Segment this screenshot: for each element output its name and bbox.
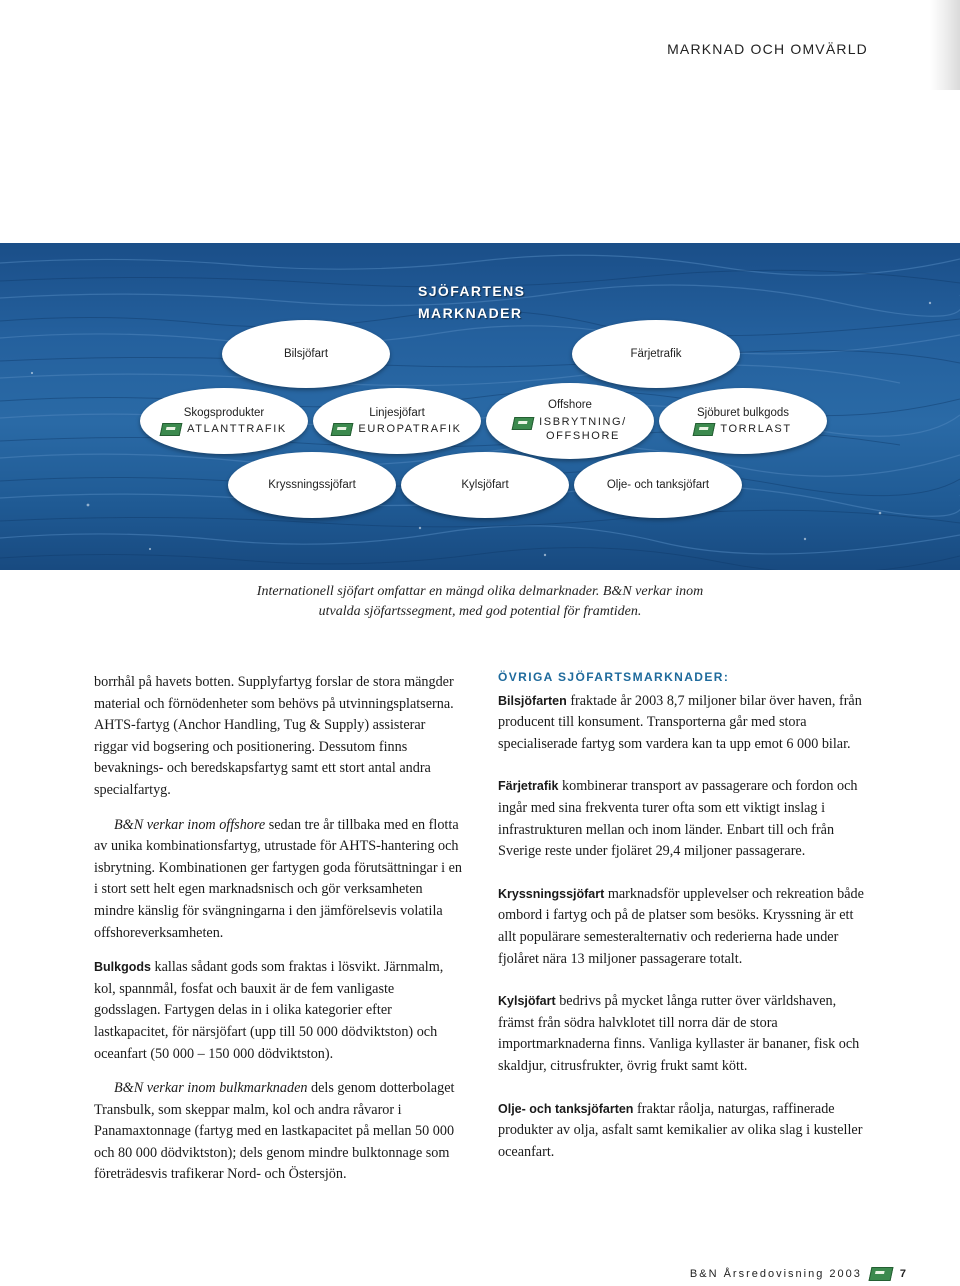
node-label: Kryssningssjöfart: [268, 479, 356, 491]
diagram-title-line1: SJÖFARTENS: [418, 283, 526, 299]
caption-line: utvalda sjöfartssegment, med god potential för framtiden.: [318, 604, 642, 619]
term: Olje- och tanksjöfarten: [498, 1101, 634, 1116]
bn-flag-icon: [868, 1267, 893, 1281]
node-olje-tanksjofart: [574, 452, 742, 518]
node-sub: [513, 415, 627, 443]
term: Kylsjöfart: [498, 994, 556, 1009]
paragraph-offshore-intro: borrhål på havets botten. Supplyfartyg forslar de stora mängder material och förnödenheter som behövs på utvinningsplatserna. AHTS-fartyg (Anchor Handling, Tug & Supply) assisterar riggar vid bogsering och positionering. Dessutom finns bevaknings- och beredskapsfartyg samt ett stort antal andra specialfartyg.: [94, 674, 454, 798]
node-sub: [694, 423, 791, 436]
caption-line: Internationell sjöfart omfattar en mängd olika delmarknader. B&N verkar inom: [256, 584, 704, 599]
diagram-title-line2: MARKNADER: [418, 305, 523, 321]
node-label: Offshore: [548, 399, 592, 411]
left-column: [94, 672, 462, 1186]
node-label: Olje- och tanksjöfart: [606, 479, 710, 491]
page-footer: [690, 1267, 908, 1281]
item-kylsjofart: Kylsjöfart bedrivs på mycket långa rutter över världshaven, främst från södra halvklotet till norra där de stora importmarknaderna finns. Vanliga kyllaster är bananer, fisk och skaldjur, citrusfrukter, övrig frukt samt kött.: [498, 993, 860, 1074]
paragraph-bn-offshore: B&N verkar inom offshore sedan tre år tillbaka med en flotta av unika kombinationsfartyg, utrustade för AHTS-hantering och isbrytning. Kombinationen ger fartygen goda förutsättningar i en i stort sett helt egen marknadsnisch och gör verksamheten mindre känslig för svängningarna i den jämförelsevis volatila offshoreverksamheten.: [94, 816, 462, 941]
node-label: Skogsprodukter: [183, 406, 265, 419]
node-farjetrafik: [572, 320, 740, 388]
node-label: Färjetrafik: [630, 348, 682, 360]
node-sub-label: EUROPATRAFIK: [358, 423, 462, 435]
node-sjoburet-bulkgods: [659, 388, 827, 454]
node-kryssningssjofart: [228, 452, 396, 518]
diagram-caption: [0, 582, 960, 622]
bn-flag-icon: [331, 423, 354, 436]
node-label: Bilsjöfart: [283, 348, 329, 360]
node-sub: [332, 423, 461, 436]
term: Kryssningssjöfart: [498, 886, 605, 901]
item-olje-tanksjofarten: Olje- och tanksjöfarten fraktar råolja, naturgas, raffinerade produkter av olja, asfalt samt kemikalier av olika slag i kusteller oceanfart.: [498, 1100, 863, 1160]
node-label: Linjesjöfart: [369, 406, 425, 419]
bn-flag-icon: [160, 423, 183, 436]
page-fold-shadow: [930, 0, 960, 90]
heading-ovriga: ÖVRIGA SJÖFARTSMARKNADER:: [498, 670, 730, 684]
node-skogsprodukter: [140, 388, 308, 454]
item-farjetrafik: Färjetrafik kombinerar transport av passagerare och fordon och ingår med sina frekventa turer ofta som ett viktigt inslag i infrastrukturen mellan och inom länder. Enbart till och från Sverige reste under fjoläret 29,4 miljoner passagerare.: [498, 778, 858, 860]
node-label: Kylsjöfart: [461, 479, 509, 491]
term-bulkgods: Bulkgods: [94, 960, 151, 975]
node-sub: [161, 423, 287, 436]
footer-text: B&N Årsredovisning 2003: [689, 1268, 862, 1280]
node-kylsjofart: [401, 452, 569, 518]
italic-lead: B&N verkar inom bulkmarknaden: [114, 1080, 308, 1097]
node-sub-label: ISBRYTNING/: [539, 416, 627, 428]
paragraph-bn-bulk: B&N verkar inom bulkmarknaden dels genom dotterbolaget Transbulk, som skeppar malm, kol och andra råvaror i Panamaxtonnage (fartyg med en lastkapacitet på mellan 50 000 och 80 000 dödviktston); dels genom mindre bulktonnage som företrädesvis trafikerar Nord- och Östersjön.: [94, 1080, 455, 1183]
bn-flag-icon: [512, 417, 535, 430]
italic-lead: B&N verkar inom offshore: [114, 816, 266, 833]
item-bilsjofarten: Bilsjöfarten fraktade år 2003 8,7 miljoner bilar över haven, från producent till konsument. Transporterna går med stora specialiserade fartyg som vardera kan ta upp emot 6 000 bilar.: [498, 692, 862, 752]
node-sub-label: ATLANTTRAFIK: [187, 423, 287, 435]
page-number: 7: [899, 1268, 908, 1280]
node-bilsjofart: [222, 320, 390, 388]
node-sub-label: TORRLAST: [720, 423, 792, 435]
bn-flag-icon: [693, 423, 716, 436]
item-kryssningssjofart: Kryssningssjöfart marknadsför upplevelser och rekreation både ombord i fartyg och på de platser som besöks. Kryssning är ett allt populärare semesteralternativ och rederierna hade under fjolåret nära 13 miljoner passagerare totalt.: [498, 885, 864, 967]
term: Bilsjöfarten: [498, 693, 567, 708]
node-offshore: [486, 383, 654, 459]
node-label: Sjöburet bulkgods: [696, 406, 790, 419]
term: Färjetrafik: [498, 779, 559, 794]
paragraph-bulkgods: Bulkgods kallas sådant gods som fraktas i lösvikt. Järnmalm, kol, spannmål, fosfat och bauxit är de fem vanligaste godsslagen. Fartygen delas in i olika kategorier efter lastkapacitet, för närsjöfart (upp till 50 000 dödviktston) och oceanfart (50 000 – 150 000 dödviktston).: [94, 959, 444, 1062]
diagram-title: [418, 280, 525, 324]
right-column: [498, 667, 868, 1163]
node-sub-label: OFFSHORE: [546, 430, 620, 442]
node-linjesjofart: [313, 388, 481, 454]
section-header: MARKNAD OCH OMVÄRLD: [667, 41, 868, 57]
